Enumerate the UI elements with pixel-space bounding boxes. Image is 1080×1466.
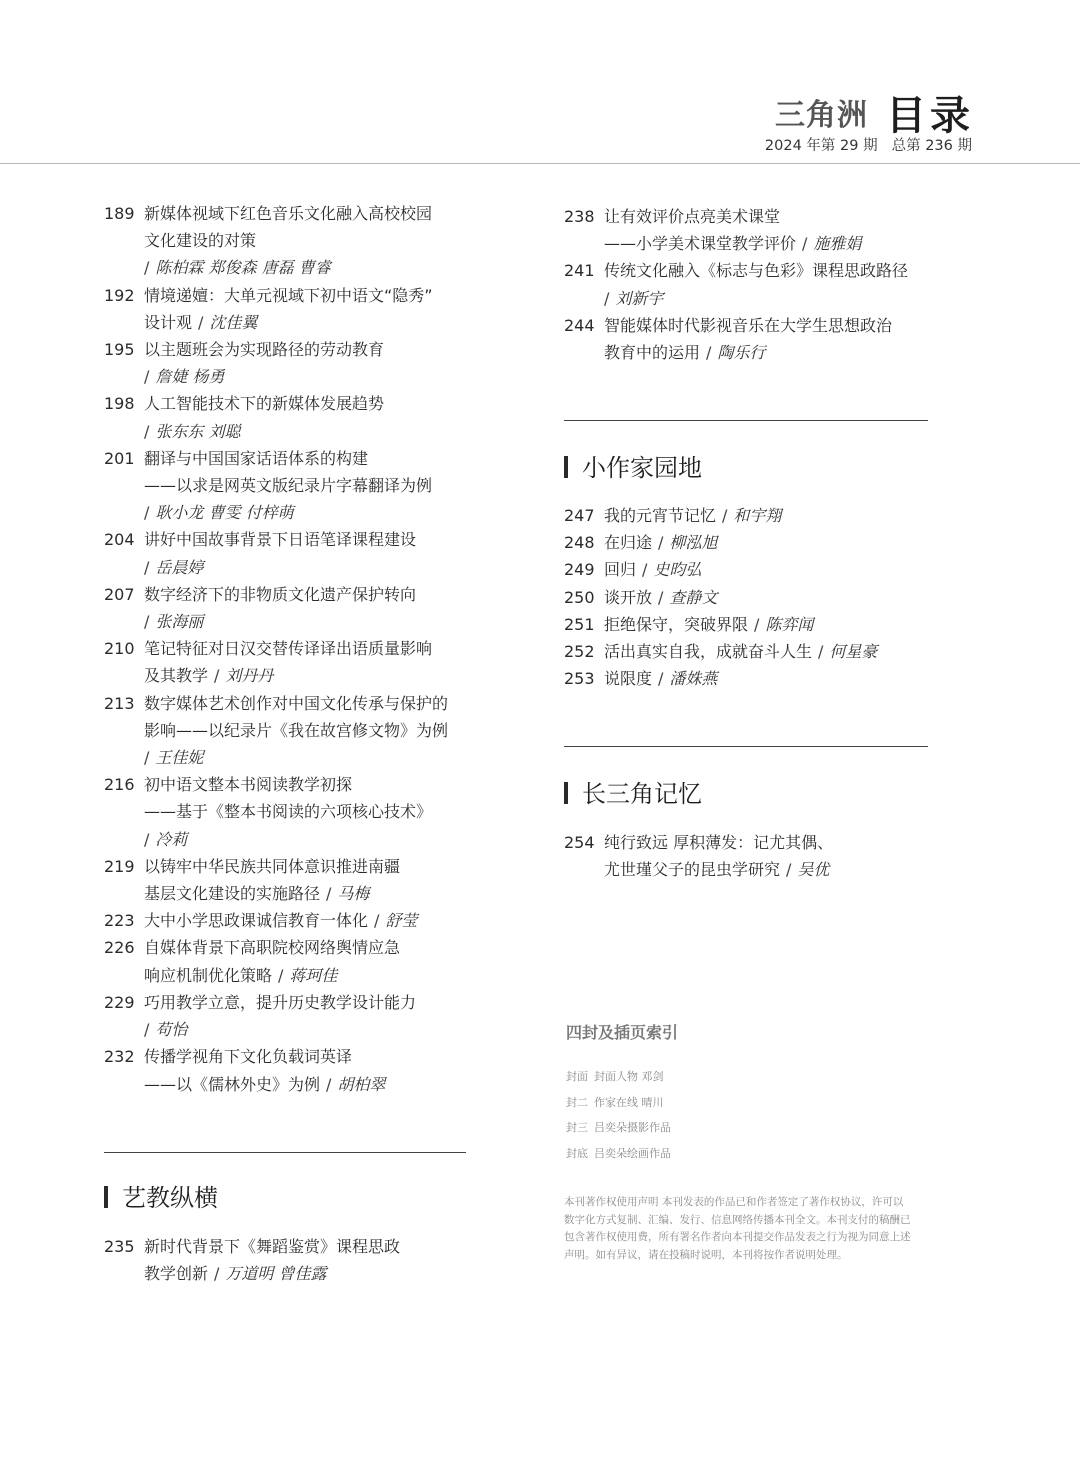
article-title: 讲好中国故事背景下日语笔译课程建设 — [144, 530, 417, 550]
toc-entry — [564, 312, 944, 366]
toc-entry — [104, 282, 504, 336]
header-divider — [0, 163, 1080, 164]
author-separator: / — [604, 288, 610, 308]
cover-index-label: 封二 — [566, 1095, 588, 1109]
toc-right-column — [564, 203, 944, 366]
author-separator: / — [144, 1020, 150, 1040]
author-names: 潘姝燕 — [669, 669, 718, 689]
section-divider — [564, 420, 928, 421]
entry-line — [104, 499, 504, 526]
entry-line — [104, 390, 504, 417]
author-names: 吴优 — [797, 860, 830, 880]
article-title: 教育中的运用 — [604, 343, 701, 363]
entry-line — [104, 418, 504, 445]
page-number: 192 — [104, 285, 135, 305]
copyright-notice: 本刊著作权使用声明 本刊发表的作品已和作者签定了著作权协议，许可以数字化方式复制、汇编、发行、信息网络传播本刊全文。本刊支付的稿酬已包含著作权使用费，所有署名作者向本刊提交作品发表之行为视为同意上述声明。如有异议，请在投稿时说明，本刊将按作者说明处理。 — [564, 1196, 911, 1261]
section-marker — [564, 782, 568, 804]
entry-line — [104, 771, 504, 798]
entry-line — [564, 556, 944, 583]
author-separator: / — [144, 829, 150, 849]
entry-line — [564, 611, 944, 638]
page-number: 219 — [104, 856, 135, 876]
article-title: 翻译与中国国家话语体系的构建 — [144, 448, 369, 468]
article-title: 自媒体背景下高职院校网络舆情应急 — [144, 938, 401, 958]
author-names: 张东东 刘聪 — [155, 421, 241, 441]
entry-line — [104, 717, 504, 744]
issue-number: 2024 年第 29 期 — [764, 138, 878, 154]
page-number: 201 — [104, 448, 135, 468]
author-separator: / — [326, 1074, 332, 1094]
entry-line — [564, 312, 944, 339]
entry-line — [104, 227, 504, 254]
toc-entry — [104, 200, 504, 282]
author-separator: / — [214, 666, 220, 686]
toc-entry — [564, 203, 944, 257]
article-title: 传播学视角下文化负载词英译 — [144, 1047, 353, 1067]
toc-entry — [104, 853, 504, 907]
cover-index-text: 吕奕朵摄影作品 — [594, 1121, 671, 1134]
entry-line — [564, 339, 944, 366]
page-number: 198 — [104, 394, 135, 414]
toc-entry — [564, 584, 944, 611]
cover-index-list — [566, 1064, 671, 1166]
toc-changsanjiao-entries — [564, 829, 944, 883]
cover-index-item — [566, 1090, 671, 1116]
author-names: 刘新宇 — [615, 288, 664, 308]
entry-line — [104, 1071, 504, 1098]
page-number: 229 — [104, 992, 135, 1012]
article-title: 新媒体视域下红色音乐文化融入高校校园 — [144, 204, 433, 223]
author-separator: / — [642, 560, 648, 580]
article-title: 及其教学 — [144, 666, 209, 686]
author-names: 岳晨婷 — [155, 557, 204, 577]
cover-index-label: 封底 — [566, 1146, 588, 1160]
section-marker — [564, 456, 568, 478]
cover-index-item — [566, 1064, 671, 1090]
toc-entry — [564, 556, 944, 583]
article-title: 让有效评价点亮美术课堂 — [604, 207, 781, 226]
article-title: ——以求是网英文版纪录片字幕翻译为例 — [144, 476, 433, 496]
article-title: 人工智能技术下的新媒体发展趋势 — [144, 394, 385, 414]
article-title: 情境递嬗：大单元视域下初中语文“隐秀” — [144, 285, 433, 305]
author-names: 万道明 曾佳露 — [225, 1264, 327, 1284]
page-number: 213 — [104, 693, 135, 713]
page-number: 252 — [564, 642, 595, 662]
author-names: 苟怡 — [155, 1020, 188, 1040]
entry-line — [104, 1043, 504, 1070]
toc-xiaozuojia-entries — [564, 502, 944, 692]
article-title: 新时代背景下《舞蹈鉴赏》课程思政 — [144, 1237, 401, 1256]
cover-index-text: 作家在线 晴川 — [594, 1095, 664, 1109]
entry-line — [564, 230, 944, 257]
page-number: 254 — [564, 833, 595, 852]
cover-index-text: 封面人物 邓剑 — [594, 1070, 664, 1083]
author-separator: / — [144, 557, 150, 577]
cover-index-item — [566, 1115, 671, 1141]
toc-entry — [564, 529, 944, 556]
entry-line — [104, 798, 504, 825]
page-number: 247 — [564, 506, 595, 525]
author-names: 和宇翔 — [733, 506, 782, 525]
page-number: 195 — [104, 340, 135, 360]
toc-entry — [104, 581, 504, 635]
section-marker — [104, 1186, 108, 1208]
author-separator: / — [374, 911, 380, 931]
article-title: 文化建设的对策 — [144, 231, 257, 251]
author-names: 柳泓旭 — [669, 533, 718, 553]
entry-line — [564, 257, 944, 284]
entry-line — [104, 363, 504, 390]
author-separator: / — [326, 884, 332, 904]
article-title: ——基于《整本书阅读的六项核心技术》 — [144, 802, 433, 822]
page-number: 207 — [104, 584, 135, 604]
section-title: 艺教纵横 — [122, 1184, 218, 1212]
article-title: 设计观 — [144, 312, 193, 332]
toc-entry — [104, 1043, 504, 1097]
entry-line — [104, 608, 504, 635]
entry-line — [104, 282, 504, 309]
magazine-logo: 三角洲 — [775, 98, 868, 133]
toc-entry — [104, 526, 504, 580]
author-separator: / — [706, 343, 712, 363]
article-title: ——以《儒林外史》为例 — [144, 1074, 321, 1094]
entry-line — [564, 829, 944, 856]
toc-entry — [104, 1233, 504, 1287]
entry-line — [104, 254, 504, 281]
author-names: 张海丽 — [155, 612, 204, 632]
entry-line — [104, 1016, 504, 1043]
entry-line — [104, 662, 504, 689]
author-separator: / — [754, 614, 760, 634]
article-title: 大中小学思政课诚信教育一体化 — [144, 911, 369, 931]
cover-index-label: 封三 — [566, 1121, 588, 1134]
entry-line — [564, 285, 944, 312]
entry-line — [104, 472, 504, 499]
page-number: 223 — [104, 911, 135, 931]
toc-left-column — [104, 200, 504, 1098]
entry-line — [104, 1260, 504, 1287]
entry-line — [104, 1233, 504, 1260]
toc-entry — [564, 257, 944, 311]
page-number: 250 — [564, 587, 595, 607]
entry-line — [564, 856, 944, 883]
entry-line — [104, 962, 504, 989]
author-names: 詹婕 杨勇 — [155, 367, 225, 387]
entry-line — [104, 309, 504, 336]
page-number: 253 — [564, 669, 595, 689]
toc-entry — [104, 934, 504, 988]
article-title: 响应机制优化策略 — [144, 965, 273, 985]
author-separator: / — [786, 860, 792, 880]
entry-line — [104, 554, 504, 581]
author-separator: / — [144, 503, 150, 523]
page-number: 249 — [564, 560, 595, 580]
entry-line — [104, 336, 504, 363]
author-separator: / — [144, 421, 150, 441]
entry-line — [104, 445, 504, 472]
article-title: 巧用教学立意，提升历史教学设计能力 — [144, 992, 417, 1012]
author-names: 马梅 — [337, 884, 370, 904]
article-title: 我的元宵节记忆 — [604, 506, 717, 525]
author-names: 陈弈闻 — [765, 614, 814, 634]
page-number: 251 — [564, 614, 595, 634]
section-divider — [104, 1152, 466, 1153]
entry-line — [564, 665, 944, 692]
article-title: 以主题班会为实现路径的劳动教育 — [144, 340, 385, 360]
entry-line — [564, 638, 944, 665]
section-heading-xiaozuojia — [564, 448, 702, 483]
author-names: 陶乐行 — [717, 343, 766, 363]
author-separator: / — [214, 1264, 220, 1284]
section-title: 长三角记忆 — [582, 780, 702, 808]
author-separator: / — [818, 642, 824, 662]
author-separator: / — [144, 748, 150, 768]
article-title: 在归途 — [604, 533, 653, 553]
toc-yijiao-entries — [104, 1233, 504, 1287]
page-number: 189 — [104, 204, 135, 223]
page-number: 210 — [104, 639, 135, 659]
cover-index-text: 吕奕朵绘画作品 — [594, 1146, 671, 1160]
toc-entry — [564, 829, 944, 883]
author-names: 舒莹 — [385, 911, 418, 931]
article-title: 纯行致远 厚积薄发：记尤其偶、 — [604, 833, 834, 852]
total-issue-number: 总第 236 期 — [891, 138, 972, 154]
author-names: 蒋珂佳 — [289, 965, 338, 985]
entry-line — [104, 690, 504, 717]
article-title: 智能媒体时代影视音乐在大学生思想政治 — [604, 315, 893, 335]
toc-entry — [104, 445, 504, 527]
issue-info — [765, 134, 972, 155]
author-separator: / — [802, 234, 808, 254]
toc-entry — [104, 336, 504, 390]
article-title: 笔记特征对日汉交替传译译出语质量影响 — [144, 639, 433, 659]
entry-line — [104, 635, 504, 662]
article-title: 教学创新 — [144, 1264, 209, 1284]
section-title: 小作家园地 — [582, 454, 702, 482]
toc-entry — [104, 390, 504, 444]
entry-line — [104, 526, 504, 553]
author-separator: / — [658, 587, 664, 607]
page-number: 216 — [104, 775, 135, 795]
entry-line — [104, 826, 504, 853]
article-title: ——小学美术课堂教学评价 — [604, 234, 797, 254]
cover-index-title: 四封及插页索引 — [566, 1023, 679, 1042]
page-title: 目录 — [886, 92, 974, 139]
entry-line — [104, 880, 504, 907]
article-title: 以铸牢中华民族共同体意识推进南疆 — [144, 856, 401, 876]
article-title: 谈开放 — [604, 587, 653, 607]
article-title: 数字经济下的非物质文化遗产保护转向 — [144, 584, 417, 604]
article-title: 尤世瑾父子的昆虫学研究 — [604, 860, 781, 880]
toc-entry — [104, 771, 504, 853]
author-separator: / — [278, 965, 284, 985]
article-title: 影响——以纪录片《我在故宫修文物》为例 — [144, 720, 449, 740]
entry-line — [104, 853, 504, 880]
article-title: 活出真实自我，成就奋斗人生 — [604, 642, 813, 662]
author-names: 刘丹丹 — [225, 666, 274, 686]
cover-index-item — [566, 1141, 671, 1167]
article-title: 回归 — [604, 560, 637, 580]
article-title: 传统文化融入《标志与色彩》课程思政路径 — [604, 261, 909, 281]
toc-entry — [564, 611, 944, 638]
section-heading-yijiao — [104, 1178, 218, 1213]
author-names: 王佳妮 — [155, 748, 204, 768]
article-title: 拒绝保守，突破界限 — [604, 614, 749, 634]
author-separator: / — [144, 612, 150, 632]
author-separator: / — [144, 367, 150, 387]
entry-line — [564, 584, 944, 611]
article-title: 初中语文整本书阅读教学初探 — [144, 775, 353, 795]
entry-line — [104, 581, 504, 608]
entry-line — [564, 529, 944, 556]
author-names: 何星豪 — [829, 642, 878, 662]
author-separator: / — [198, 312, 204, 332]
page-number: 235 — [104, 1237, 135, 1256]
entry-line — [104, 907, 504, 934]
author-separator: / — [658, 669, 664, 689]
toc-entry — [104, 635, 504, 689]
section-divider — [564, 746, 928, 747]
page-number: 232 — [104, 1047, 135, 1067]
author-separator: / — [658, 533, 664, 553]
author-names: 陈柏霖 郑俊森 唐磊 曹睿 — [155, 258, 331, 278]
page-header — [0, 0, 1080, 168]
toc-entry — [104, 690, 504, 772]
author-names: 沈佳翼 — [209, 312, 258, 332]
toc-entry — [104, 989, 504, 1043]
toc-entry — [564, 665, 944, 692]
toc-entry — [104, 907, 504, 934]
author-separator: / — [144, 258, 150, 278]
section-heading-changsanjiao — [564, 774, 702, 809]
author-names: 冷莉 — [155, 829, 188, 849]
toc-entry — [564, 638, 944, 665]
author-separator: / — [722, 506, 728, 525]
author-names: 耿小龙 曹雯 付梓萌 — [155, 503, 294, 523]
entry-line — [104, 989, 504, 1016]
article-title: 数字媒体艺术创作对中国文化传承与保护的 — [144, 693, 449, 713]
toc-entry — [564, 502, 944, 529]
author-names: 胡柏翠 — [337, 1074, 386, 1094]
article-title: 说限度 — [604, 669, 653, 689]
article-title: 基层文化建设的实施路径 — [144, 884, 321, 904]
entry-line — [564, 203, 944, 230]
page-number: 238 — [564, 207, 595, 226]
page-number: 244 — [564, 315, 595, 335]
entry-line — [564, 502, 944, 529]
cover-index-label: 封面 — [566, 1070, 588, 1083]
page-number: 248 — [564, 533, 595, 553]
entry-line — [104, 200, 504, 227]
entry-line — [104, 744, 504, 771]
page-number: 204 — [104, 530, 135, 550]
page-number: 226 — [104, 938, 135, 958]
page-number: 241 — [564, 261, 595, 281]
author-names: 查静文 — [669, 587, 718, 607]
entry-line — [104, 934, 504, 961]
author-names: 史昀弘 — [653, 560, 702, 580]
author-names: 施雅娟 — [813, 234, 862, 254]
